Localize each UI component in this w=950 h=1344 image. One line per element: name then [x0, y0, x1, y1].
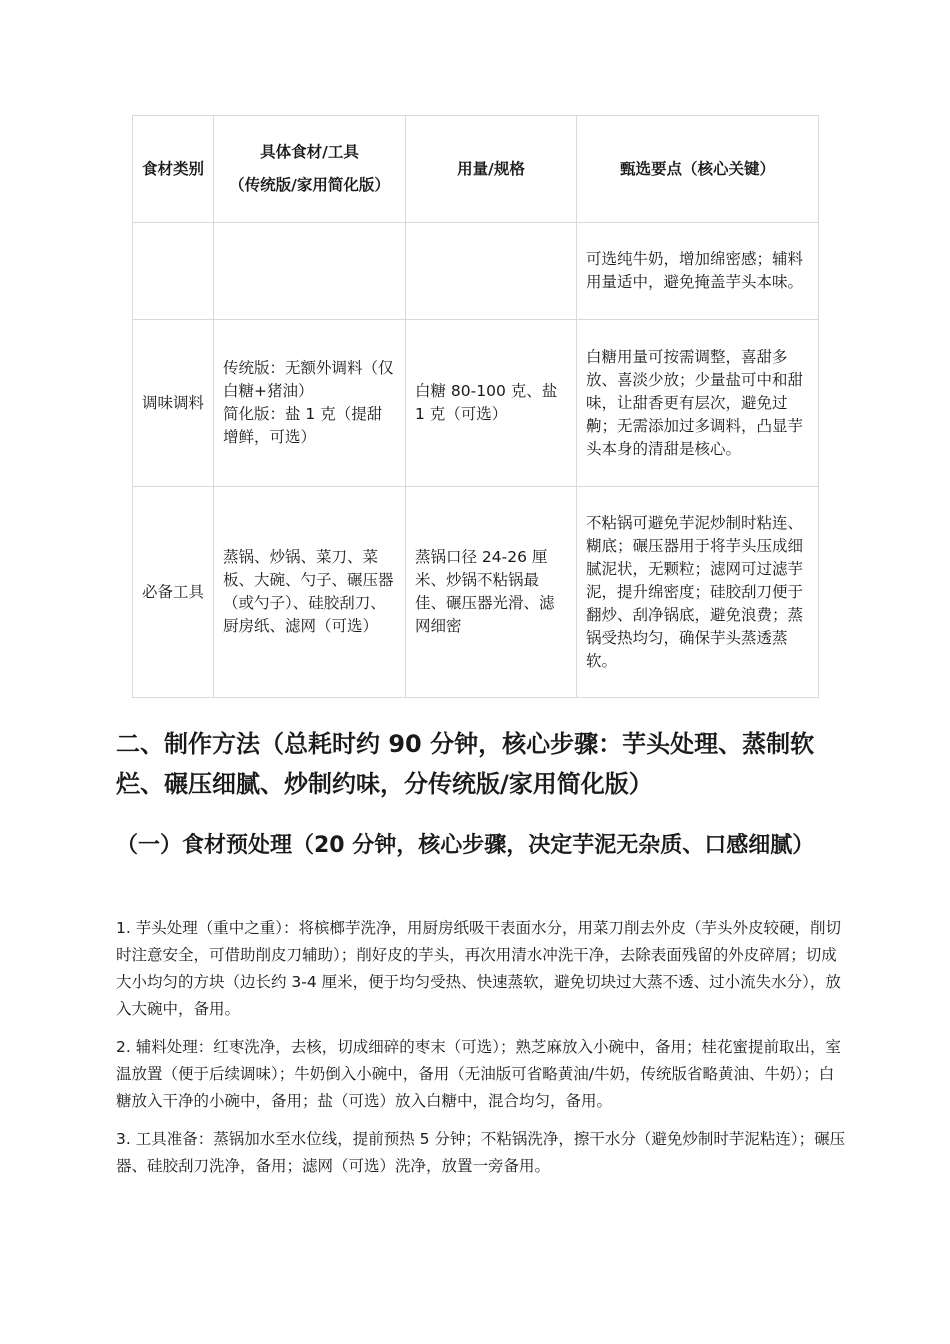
header-text: 甄选要点（核心关键）: [619, 159, 775, 178]
amount-cell: [406, 223, 577, 320]
header-cell: [214, 116, 406, 223]
table-row: [133, 320, 819, 487]
header-text: 具体食材/工具: [260, 143, 359, 161]
items-cell: [214, 487, 406, 698]
table-header-row: [133, 116, 819, 223]
header-text: 用量/规格: [457, 159, 525, 178]
items-text: 传统版：无额外调料（仅白糖+猪油）: [223, 359, 394, 400]
section-heading: 二、制作方法（总耗时约 90 分钟，核心步骤：芋头处理、蒸制软烂、碾压细腻、炒制约味，分传统版/家用简化版）: [116, 730, 815, 798]
step-paragraph: 2. 辅料处理：红枣洗净，去核，切成细碎的枣末（可选）；熟芝麻放入小碗中，备用；桂花蜜提前取出，室温放置（便于后续调味）；牛奶倒入小碗中，备用（无油版可省略黄油/牛奶，传统版省略黄油、牛奶）；白糖放入干净的小碗中，备用；盐（可选）放入白糖中，混合均匀，备用。: [116, 1038, 841, 1110]
header-cell: [577, 116, 819, 223]
header-text: （传统版/家用简化版）: [229, 176, 390, 194]
tips-cell: [577, 320, 819, 487]
step-list: [116, 915, 846, 1191]
items-cell: [214, 223, 406, 320]
items-cell: [214, 320, 406, 487]
category-cell: [133, 487, 214, 698]
category-cell: [133, 223, 214, 320]
header-text: 食材类别: [142, 159, 205, 178]
tips-text: 白糖用量可按需调整，喜甜多放、喜淡少放；少量盐可中和甜味，让甜香更有层次，避免过齁；无需添加过多调料，凸显芋头本身的清甜是核心。: [586, 347, 804, 458]
step-paragraph: 3. 工具准备：蒸锅加水至水位线，提前预热 5 分钟；不粘锅洗净，擦干水分（避免炒制时芋泥粘连）；碾压器、硅胶刮刀洗净，备用；滤网（可选）洗净，放置一旁备用。: [116, 1130, 846, 1175]
tips-cell: [577, 223, 819, 320]
header-cell: [406, 116, 577, 223]
items-text: 蒸锅、炒锅、菜刀、菜板、大碗、勺子、碾压器（或勺子）、硅胶刮刀、厨房纸、滤网（可选）: [223, 548, 394, 635]
items-text: 简化版：盐 1 克（提甜增鲜，可选）: [223, 405, 383, 446]
tips-text: 不粘锅可避免芋泥炒制时粘连、糊底；碾压器用于将芋头压成细腻泥状，无颗粒；滤网可过滤芋泥，提升绵密度；硅胶刮刀便于翻炒、刮净锅底，避免浪费；蒸锅受热均匀，确保芋头蒸透蒸软。: [586, 513, 804, 670]
amount-cell: [406, 320, 577, 487]
tips-text: 可选纯牛奶，增加绵密感；辅料用量适中，避免掩盖芋头本味。: [586, 250, 804, 291]
ingredient-table: [132, 115, 819, 698]
category-text: 必备工具: [142, 582, 205, 601]
amount-text: 白糖 80-100 克、盐 1 克（可选）: [415, 382, 558, 423]
subsection-heading: （一）食材预处理（20 分钟，核心步骤，决定芋泥无杂质、口感细腻）: [116, 833, 815, 858]
table-row: [133, 487, 819, 698]
step-paragraph: 1. 芋头处理（重中之重）：将槟榔芋洗净，用厨房纸吸干表面水分，用菜刀削去外皮（芋头外皮较硬，削切时注意安全，可借助削皮刀辅助）；削好皮的芋头，再次用清水冲洗干净，去除表面残留的外皮碎屑；切成大小均匀的方块（边长约 3-4 厘米，便于均匀受热、快速蒸软，避免切块过大蒸不透、过小流失水分），放入大碗中，备用。: [116, 919, 841, 1018]
header-cell: [133, 116, 214, 223]
category-text: 调味调料: [142, 393, 205, 412]
tips-cell: [577, 487, 819, 698]
amount-text: 蒸锅口径 24-26 厘米、炒锅不粘锅最佳、碾压器光滑、滤网细密: [415, 548, 555, 635]
category-cell: [133, 320, 214, 487]
table-row: [133, 223, 819, 320]
amount-cell: [406, 487, 577, 698]
